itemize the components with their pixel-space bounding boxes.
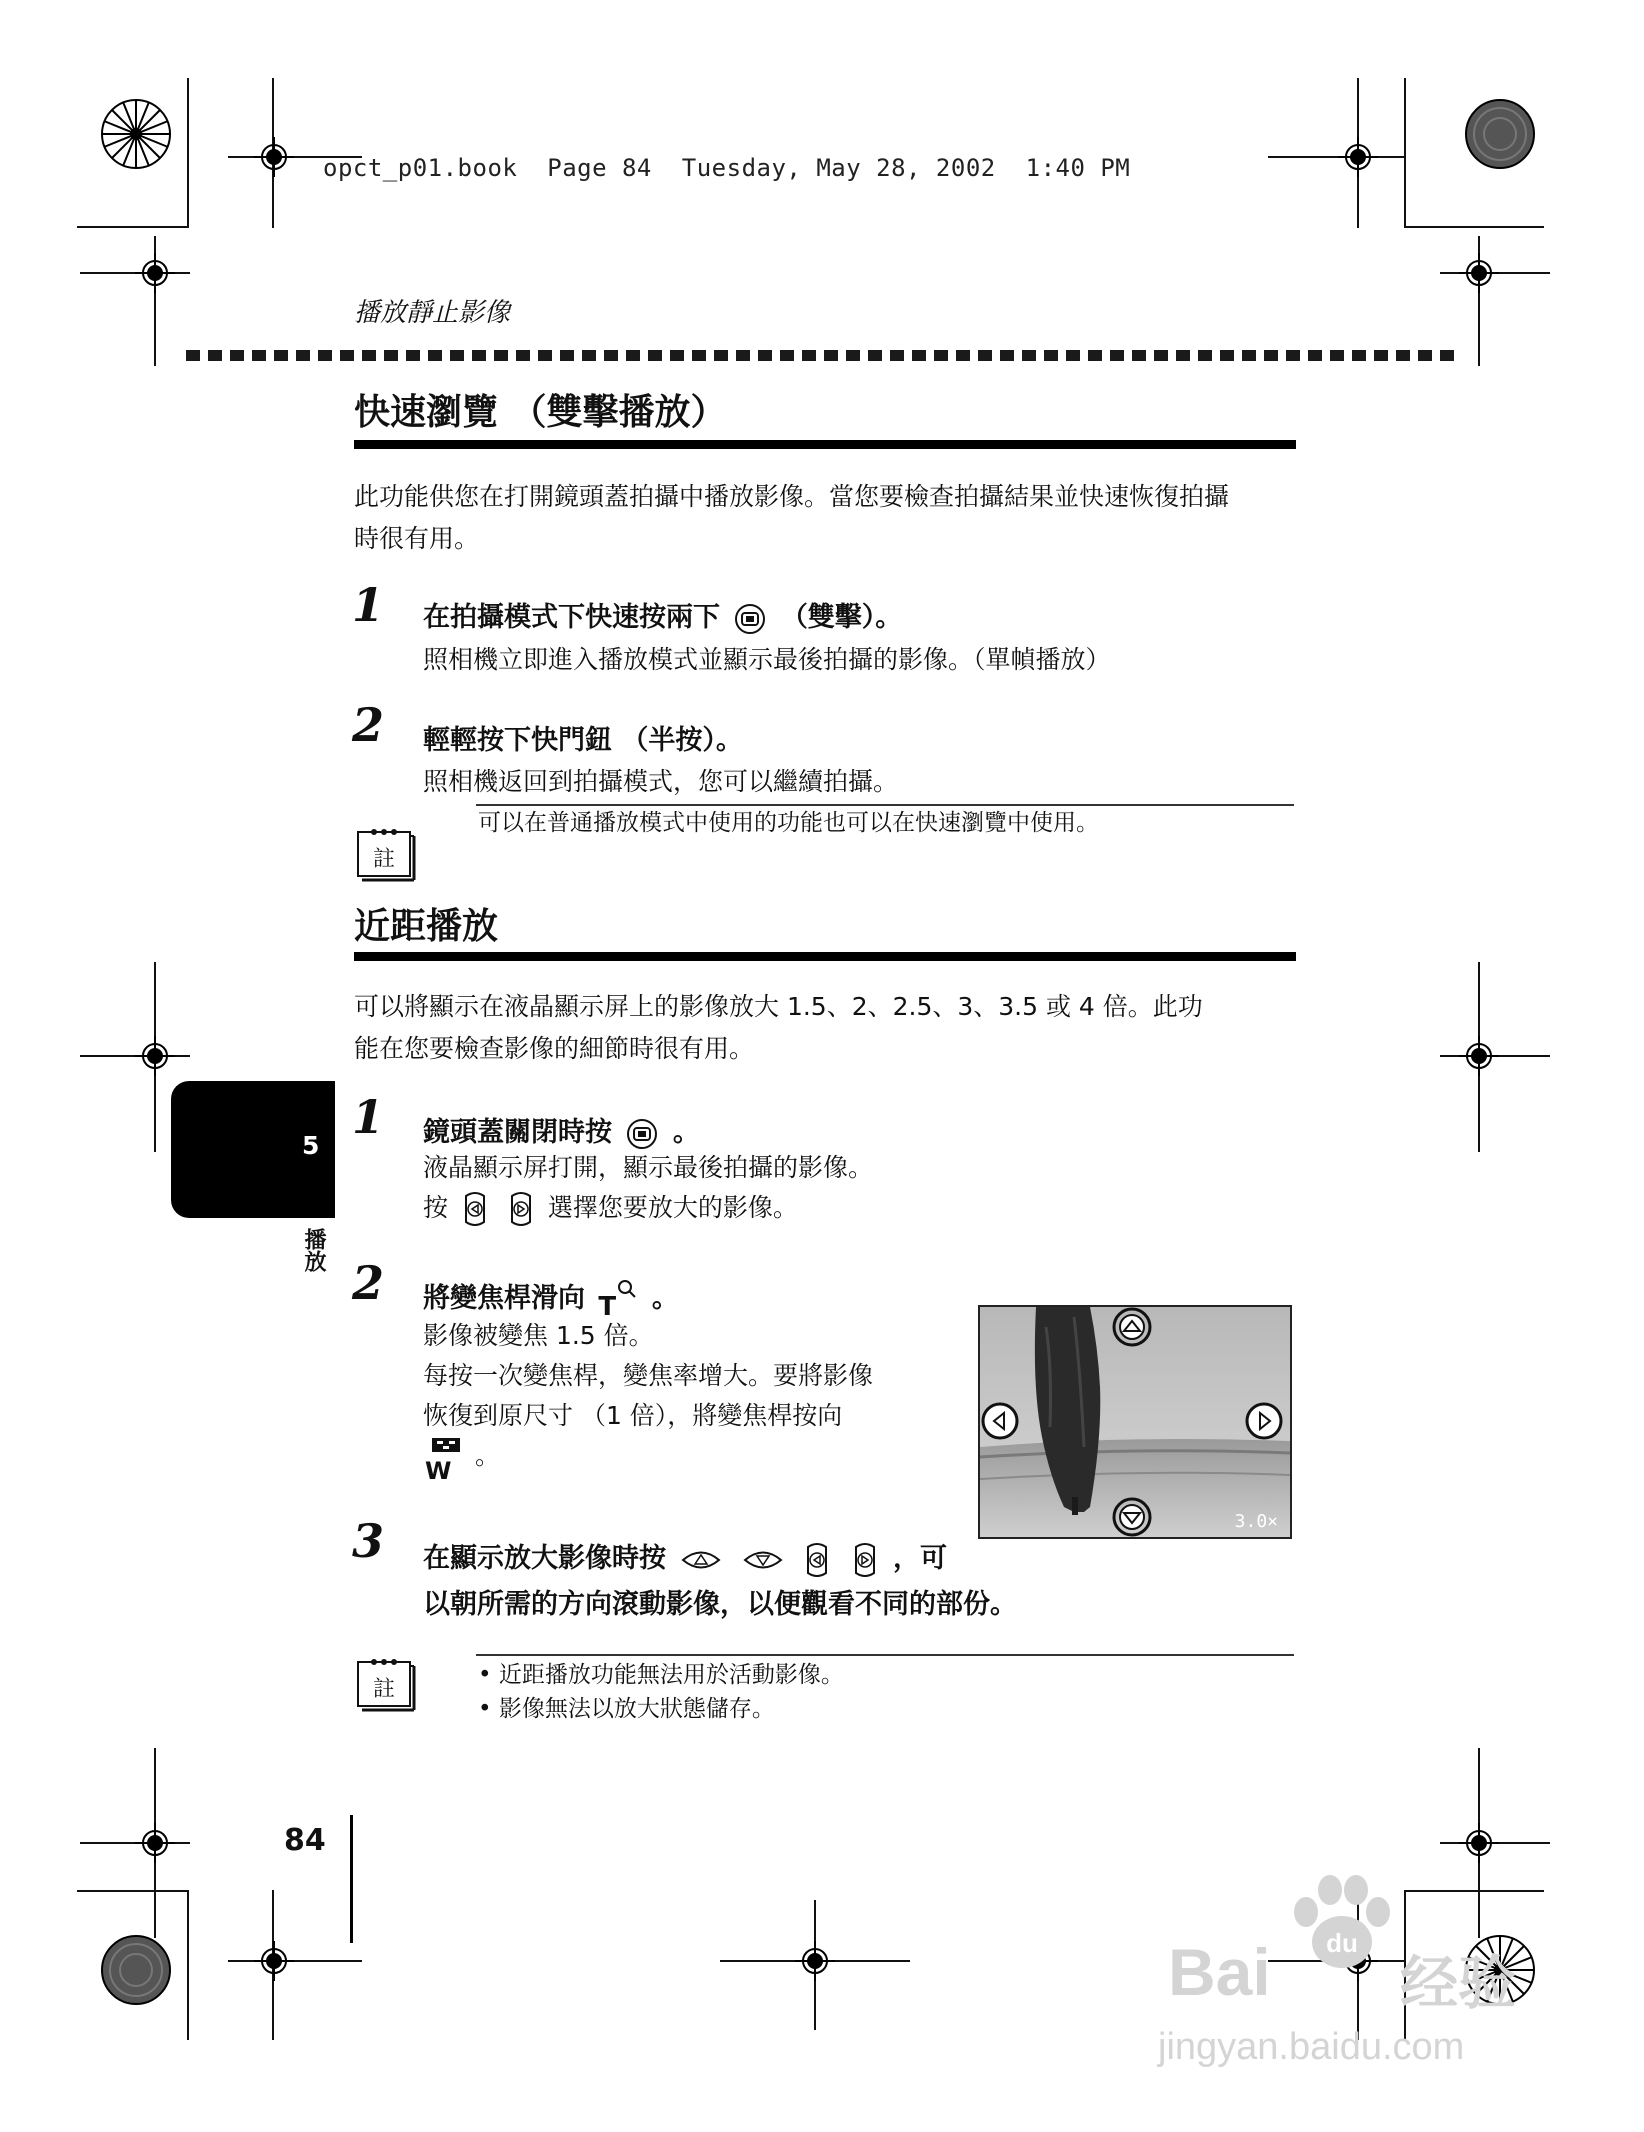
left-arrow-button-icon [460,1190,490,1228]
step-description: 恢復到原尺寸 （1 倍），將變焦桿按向 [423,1401,843,1430]
title-underline [354,952,1296,961]
down-arrow-button-icon [741,1547,785,1573]
up-arrow-button-icon [679,1547,723,1573]
step-number: 3 [352,1514,385,1568]
registration-target-icon [135,1823,175,1863]
step-title: 鏡頭蓋關閉時按 。 [423,1110,700,1151]
scroll-down-arrow-icon [1110,1495,1154,1539]
watermark-brand: Bai [1168,1935,1271,2009]
step-description: 每按一次變焦桿，變焦率增大。要將影像 [423,1361,874,1390]
step-description: W 。 [423,1436,500,1477]
scroll-left-arrow-icon [978,1399,1022,1443]
title-underline [354,440,1296,449]
registration-target-icon [254,1941,294,1981]
step-title: 輕輕按下快門鈕 （半按）。 [423,725,743,756]
registration-target-icon [1338,137,1378,177]
step-title: 在顯示放大影像時按 ，可 [423,1536,947,1579]
right-arrow-button-icon [506,1190,536,1228]
step-title-continued: 以朝所需的方向滾動影像，以便觀看不同的部份。 [423,1589,1017,1620]
watermark-url: jingyan.baidu.com [1158,2026,1465,2068]
zoomed-photo-illustration [978,1305,1292,1539]
registration-target-icon [1459,1036,1499,1076]
svg-text:註: 註 [372,847,396,872]
file-info-header: opct_p01.book Page 84 Tuesday, May 28, 2002 1:40 PM [323,154,1131,182]
svg-text:du: du [1326,1928,1358,1958]
chapter-label: 播放 [301,1228,326,1272]
note-list [478,1658,844,1726]
step-description: 影像被變焦 1.5 倍。 [423,1321,654,1350]
closeup-intro: 可以將顯示在液晶顯示屏上的影像放大 1.5、2、2.5、3、3.5 或 4 倍。此功 能在您要檢查影像的細節時很有用。 [354,992,1203,1063]
step-number: 1 [352,578,385,632]
closeup-title: 近距播放 [354,906,499,947]
svg-text:註: 註 [372,1677,396,1702]
registration-target-icon [1459,1823,1499,1863]
registration-target-icon [795,1941,835,1981]
step-description: 照相機返回到拍攝模式，您可以繼續拍攝。 [423,767,899,796]
step-title: 將變焦桿滑向 T 。 [423,1276,679,1318]
left-arrow-button-icon [802,1541,832,1579]
note-item: • 近距播放功能無法用於活動影像。 [478,1662,844,1688]
note-text: 可以在普通播放模式中使用的功能也可以在快速瀏覽中使用。 [478,810,1099,836]
paw-logo-icon [1282,1870,1402,1980]
page-number: 84 [284,1823,326,1858]
quickview-button-icon [733,602,767,636]
page-number-bar [350,1815,353,1943]
gray-disc-icon [101,1935,171,2005]
watermark-brand-cn: 经验 [1400,1949,1517,2017]
scroll-right-arrow-icon [1242,1399,1286,1443]
step-number: 1 [352,1090,385,1144]
registration-target-icon [135,253,175,293]
magnifier-icon [616,1278,638,1300]
dashed-divider [186,350,1460,361]
registration-target-icon [1459,253,1499,293]
note-item: • 影像無法以放大狀態儲存。 [478,1696,775,1722]
section-label: 播放靜止影像 [354,298,511,328]
registration-target-icon [254,137,294,177]
step-description: 液晶顯示屏打開，顯示最後拍攝的影像。 [423,1153,874,1182]
step-number: 2 [352,1256,385,1310]
gray-disc-icon [1465,99,1535,169]
step-number: 2 [352,698,385,752]
chapter-number: 5 [302,1131,320,1160]
note-icon [352,1652,416,1712]
note-icon [352,822,416,882]
right-arrow-button-icon [850,1541,880,1579]
registration-target-icon [135,1036,175,1076]
scroll-up-arrow-icon [1110,1305,1154,1349]
step-title: 在拍攝模式下快速按兩下 （雙擊）。 [423,595,902,636]
quick-view-title: 快速瀏覽 （雙擊播放） [354,392,727,433]
quickview-button-icon [625,1117,659,1151]
zoom-tele-icon: T [596,1282,640,1318]
step-description: 按 選擇您要放大的影像。 [423,1188,798,1228]
starburst-disc-icon [101,99,171,169]
zoom-wide-icon: W [423,1437,467,1477]
quick-view-intro: 此功能供您在打開鏡頭蓋拍攝中播放影像。當您要檢查拍攝結果並快速恢復拍攝 時很有用。 [354,482,1230,553]
zoom-level-readout: 3.0× [1234,1511,1278,1532]
note-rule [476,1654,1294,1656]
step-description: 照相機立即進入播放模式並顯示最後拍攝的影像。（單幀播放） [423,645,1111,674]
